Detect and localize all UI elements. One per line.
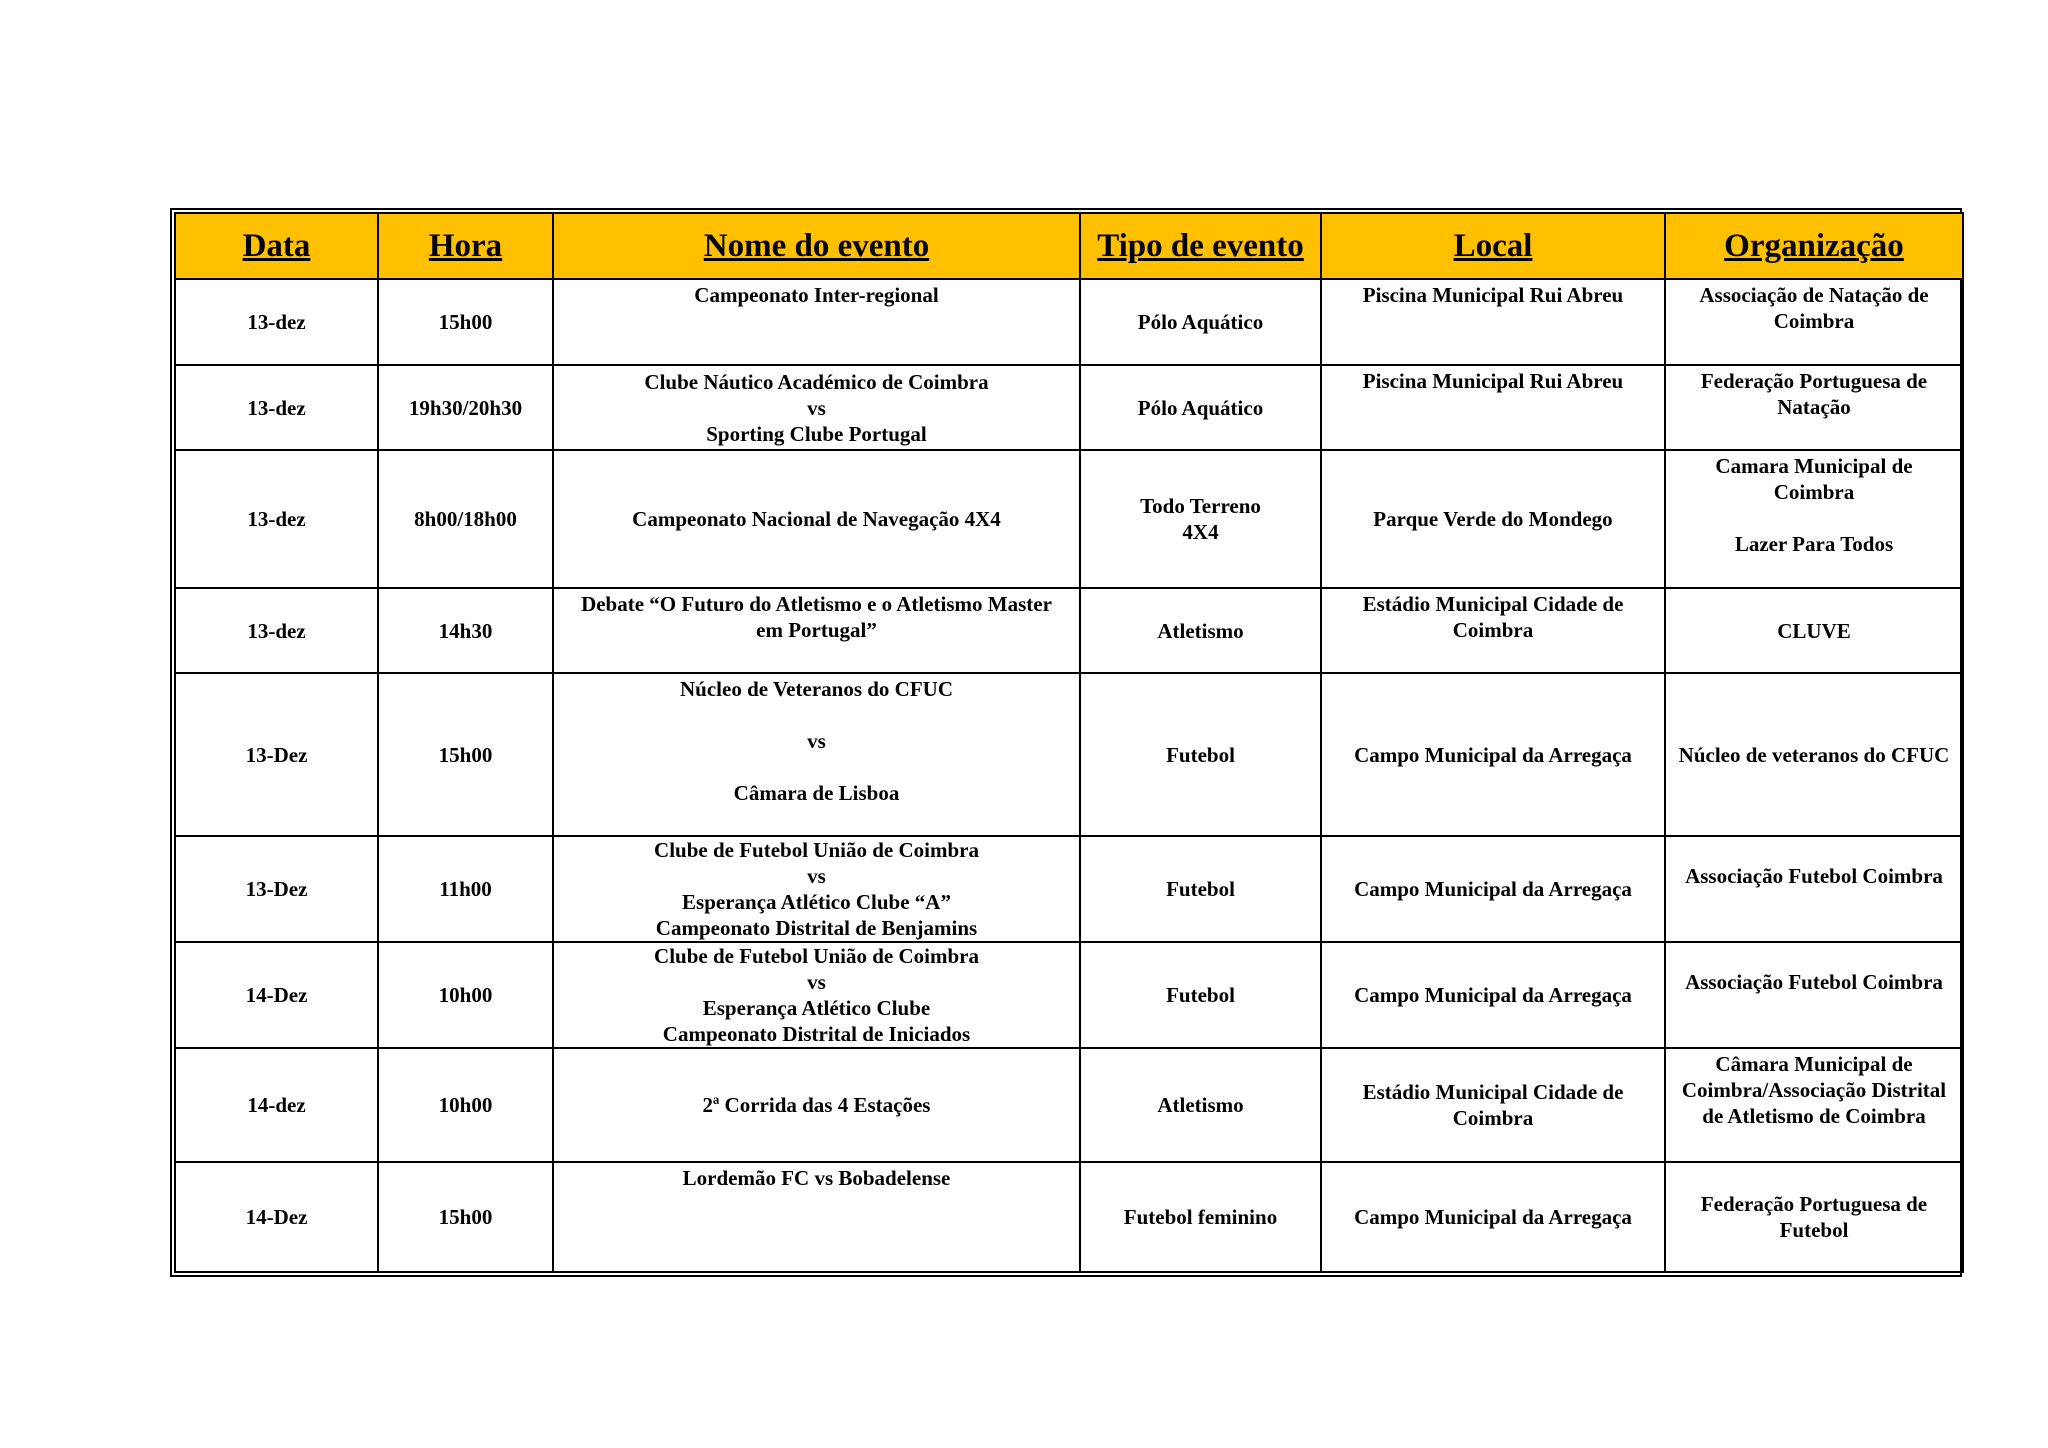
- table-row: [175, 279, 1963, 365]
- cell-nome-do-evento-line: Câmara de Lisboa: [733, 781, 900, 805]
- cell-organizacao: [1665, 588, 1963, 673]
- cell-local: [1321, 365, 1665, 450]
- cell-organizacao: [1665, 450, 1963, 588]
- cell-hora: 15h00: [378, 673, 553, 836]
- cell-organizacao: [1665, 942, 1963, 1048]
- cell-organizacao-line: Coimbra: [1773, 480, 1855, 504]
- cell-nome-do-evento-line: vs: [807, 395, 826, 420]
- cell-local-line: Estádio Municipal Cidade de: [1362, 592, 1624, 616]
- cell-organizacao-line: CLUVE: [1777, 618, 1851, 643]
- cell-organizacao: [1665, 1162, 1963, 1272]
- cell-hora: 15h00: [378, 1162, 553, 1272]
- cell-organizacao-line: Associação Futebol Coimbra: [1685, 864, 1943, 888]
- cell-tipo-de-evento-line: Futebol feminino: [1123, 1205, 1278, 1229]
- cell-local: [1321, 1162, 1665, 1272]
- cell-organizacao-line: Natação: [1777, 395, 1851, 419]
- cell-organizacao-line: [1672, 505, 1956, 531]
- cell-nome-do-evento-line: em Portugal”: [756, 618, 877, 642]
- table-row: [175, 1162, 1963, 1272]
- events-table: [170, 208, 1962, 1277]
- cell-tipo-de-evento: [1080, 836, 1321, 942]
- table-row: [175, 1048, 1963, 1162]
- cell-data: 13-dez: [175, 588, 378, 673]
- cell-nome-do-evento-line: Campeonato Distrital de Benjamins: [655, 916, 978, 940]
- cell-local-line: Parque Verde do Mondego: [1373, 507, 1613, 531]
- cell-tipo-de-evento: [1080, 942, 1321, 1048]
- cell-nome-do-evento-line: Debate “O Futuro do Atletismo e o Atletismo Master: [581, 592, 1052, 616]
- cell-nome-do-evento: [553, 1162, 1080, 1272]
- cell-organizacao-line: Coimbra: [1773, 309, 1855, 333]
- cell-nome-do-evento: [553, 365, 1080, 450]
- cell-tipo-de-evento: [1080, 1048, 1321, 1162]
- cell-data: 13-Dez: [175, 673, 378, 836]
- cell-local-line: Campo Municipal da Arregaça: [1354, 742, 1632, 767]
- header-hora: Hora: [378, 213, 553, 279]
- cell-local-line: Coimbra: [1452, 1106, 1534, 1130]
- cell-tipo-de-evento: [1080, 588, 1321, 673]
- cell-hora: 14h30: [378, 588, 553, 673]
- cell-hora: 15h00: [378, 279, 553, 365]
- cell-data: 14-Dez: [175, 942, 378, 1048]
- header-tipo-de-evento: Tipo de evento: [1080, 213, 1321, 279]
- cell-organizacao: [1665, 279, 1963, 365]
- cell-nome-do-evento-line: vs: [807, 864, 826, 888]
- cell-organizacao: [1665, 673, 1963, 836]
- cell-local-line: Campo Municipal da Arregaça: [1354, 983, 1632, 1007]
- header-local: Local: [1321, 213, 1665, 279]
- cell-tipo-de-evento-line: 4X4: [1182, 520, 1219, 544]
- cell-organizacao-line: de Atletismo de Coimbra: [1702, 1104, 1926, 1128]
- events-table-grid: [174, 212, 1964, 1273]
- table-row: [175, 588, 1963, 673]
- cell-nome-do-evento-line: Esperança Atlético Clube: [702, 996, 931, 1020]
- cell-nome-do-evento-line: Campeonato Distrital de Iniciados: [662, 1022, 971, 1046]
- cell-organizacao-line: Lazer Para Todos: [1734, 532, 1894, 556]
- header-nome-do-evento: Nome do evento: [553, 213, 1080, 279]
- cell-local-line: Coimbra: [1452, 618, 1534, 642]
- cell-local: [1321, 942, 1665, 1048]
- cell-hora: 8h00/18h00: [378, 450, 553, 588]
- cell-nome-do-evento: [553, 1048, 1080, 1162]
- cell-nome-do-evento-line: Clube Náutico Académico de Coimbra: [644, 369, 989, 394]
- cell-local-line: Campo Municipal da Arregaça: [1354, 877, 1632, 901]
- cell-data: 14-dez: [175, 1048, 378, 1162]
- cell-tipo-de-evento-line: Pólo Aquático: [1137, 310, 1264, 334]
- cell-nome-do-evento-line: Campeonato Inter-regional: [694, 283, 939, 307]
- cell-organizacao-line: Federação Portuguesa de: [1700, 369, 1928, 393]
- cell-local-line: Campo Municipal da Arregaça: [1354, 1205, 1632, 1229]
- cell-local: [1321, 450, 1665, 588]
- table-row: [175, 942, 1963, 1048]
- cell-local: [1321, 1048, 1665, 1162]
- cell-tipo-de-evento-line: Pólo Aquático: [1137, 395, 1264, 420]
- cell-tipo-de-evento-line: Futebol: [1166, 983, 1235, 1007]
- table-body: [175, 279, 1963, 1272]
- cell-hora: 10h00: [378, 1048, 553, 1162]
- cell-tipo-de-evento: [1080, 365, 1321, 450]
- cell-organizacao-line: Camara Municipal de: [1715, 454, 1913, 478]
- cell-nome-do-evento-line: Clube de Futebol União de Coimbra: [654, 838, 979, 862]
- header-organizacao: Organização: [1665, 213, 1963, 279]
- cell-hora: 19h30/20h30: [378, 365, 553, 450]
- cell-nome-do-evento-line: Núcleo de Veteranos do CFUC: [680, 677, 953, 701]
- cell-organizacao-line: Câmara Municipal de: [1715, 1052, 1913, 1076]
- cell-data: 13-dez: [175, 279, 378, 365]
- cell-nome-do-evento-line: vs: [807, 970, 826, 994]
- cell-local-line: Estádio Municipal Cidade de: [1362, 1080, 1624, 1104]
- cell-data: 14-Dez: [175, 1162, 378, 1272]
- cell-local: [1321, 836, 1665, 942]
- cell-organizacao: [1665, 1048, 1963, 1162]
- table-row: [175, 365, 1963, 450]
- cell-nome-do-evento-line: Sporting Clube Portugal: [706, 421, 927, 446]
- cell-nome-do-evento-line: Esperança Atlético Clube “A”: [682, 890, 951, 914]
- cell-organizacao-line: Associação Futebol Coimbra: [1685, 970, 1943, 994]
- cell-nome-do-evento-line: Campeonato Nacional de Navegação 4X4: [632, 507, 1001, 531]
- header-row: [175, 213, 1963, 279]
- cell-tipo-de-evento-line: Atletismo: [1157, 618, 1244, 643]
- cell-data: 13-dez: [175, 365, 378, 450]
- cell-tipo-de-evento: [1080, 279, 1321, 365]
- cell-organizacao-line: Associação de Natação de: [1699, 283, 1929, 307]
- cell-nome-do-evento-line: vs: [807, 729, 826, 753]
- cell-hora: 10h00: [378, 942, 553, 1048]
- cell-data: 13-Dez: [175, 836, 378, 942]
- cell-organizacao: [1665, 365, 1963, 450]
- cell-local: [1321, 588, 1665, 673]
- cell-nome-do-evento-line: 2ª Corrida das 4 Estações: [702, 1093, 931, 1117]
- table-row: [175, 450, 1963, 588]
- cell-nome-do-evento-line: Clube de Futebol União de Coimbra: [654, 944, 979, 968]
- cell-organizacao: [1665, 836, 1963, 942]
- cell-local-line: Piscina Municipal Rui Abreu: [1362, 369, 1624, 393]
- cell-nome-do-evento: [553, 588, 1080, 673]
- cell-nome-do-evento: [553, 673, 1080, 836]
- cell-nome-do-evento: [553, 279, 1080, 365]
- cell-nome-do-evento-line: Lordemão FC vs Bobadelense: [682, 1166, 951, 1190]
- cell-nome-do-evento: [553, 450, 1080, 588]
- cell-organizacao-line: Coimbra/Associação Distrital: [1681, 1078, 1947, 1102]
- cell-nome-do-evento: [553, 942, 1080, 1048]
- cell-organizacao-line: Federação Portuguesa de: [1700, 1192, 1928, 1216]
- cell-local: [1321, 673, 1665, 836]
- table-row: [175, 673, 1963, 836]
- cell-nome-do-evento-line: [560, 702, 1073, 728]
- cell-tipo-de-evento-line: Futebol: [1166, 877, 1235, 901]
- cell-local-line: Piscina Municipal Rui Abreu: [1362, 283, 1624, 307]
- cell-tipo-de-evento: [1080, 1162, 1321, 1272]
- cell-organizacao-line: Núcleo de veteranos do CFUC: [1678, 742, 1950, 767]
- cell-data: 13-dez: [175, 450, 378, 588]
- header-data: Data: [175, 213, 378, 279]
- cell-tipo-de-evento: [1080, 673, 1321, 836]
- cell-hora: 11h00: [378, 836, 553, 942]
- cell-nome-do-evento-line: [560, 754, 1073, 780]
- cell-tipo-de-evento-line: Atletismo: [1157, 1093, 1244, 1117]
- cell-tipo-de-evento-line: Todo Terreno: [1140, 494, 1261, 518]
- cell-tipo-de-evento: [1080, 450, 1321, 588]
- cell-organizacao-line: Futebol: [1779, 1218, 1849, 1242]
- cell-nome-do-evento: [553, 836, 1080, 942]
- cell-local: [1321, 279, 1665, 365]
- table-row: [175, 836, 1963, 942]
- cell-tipo-de-evento-line: Futebol: [1166, 742, 1235, 767]
